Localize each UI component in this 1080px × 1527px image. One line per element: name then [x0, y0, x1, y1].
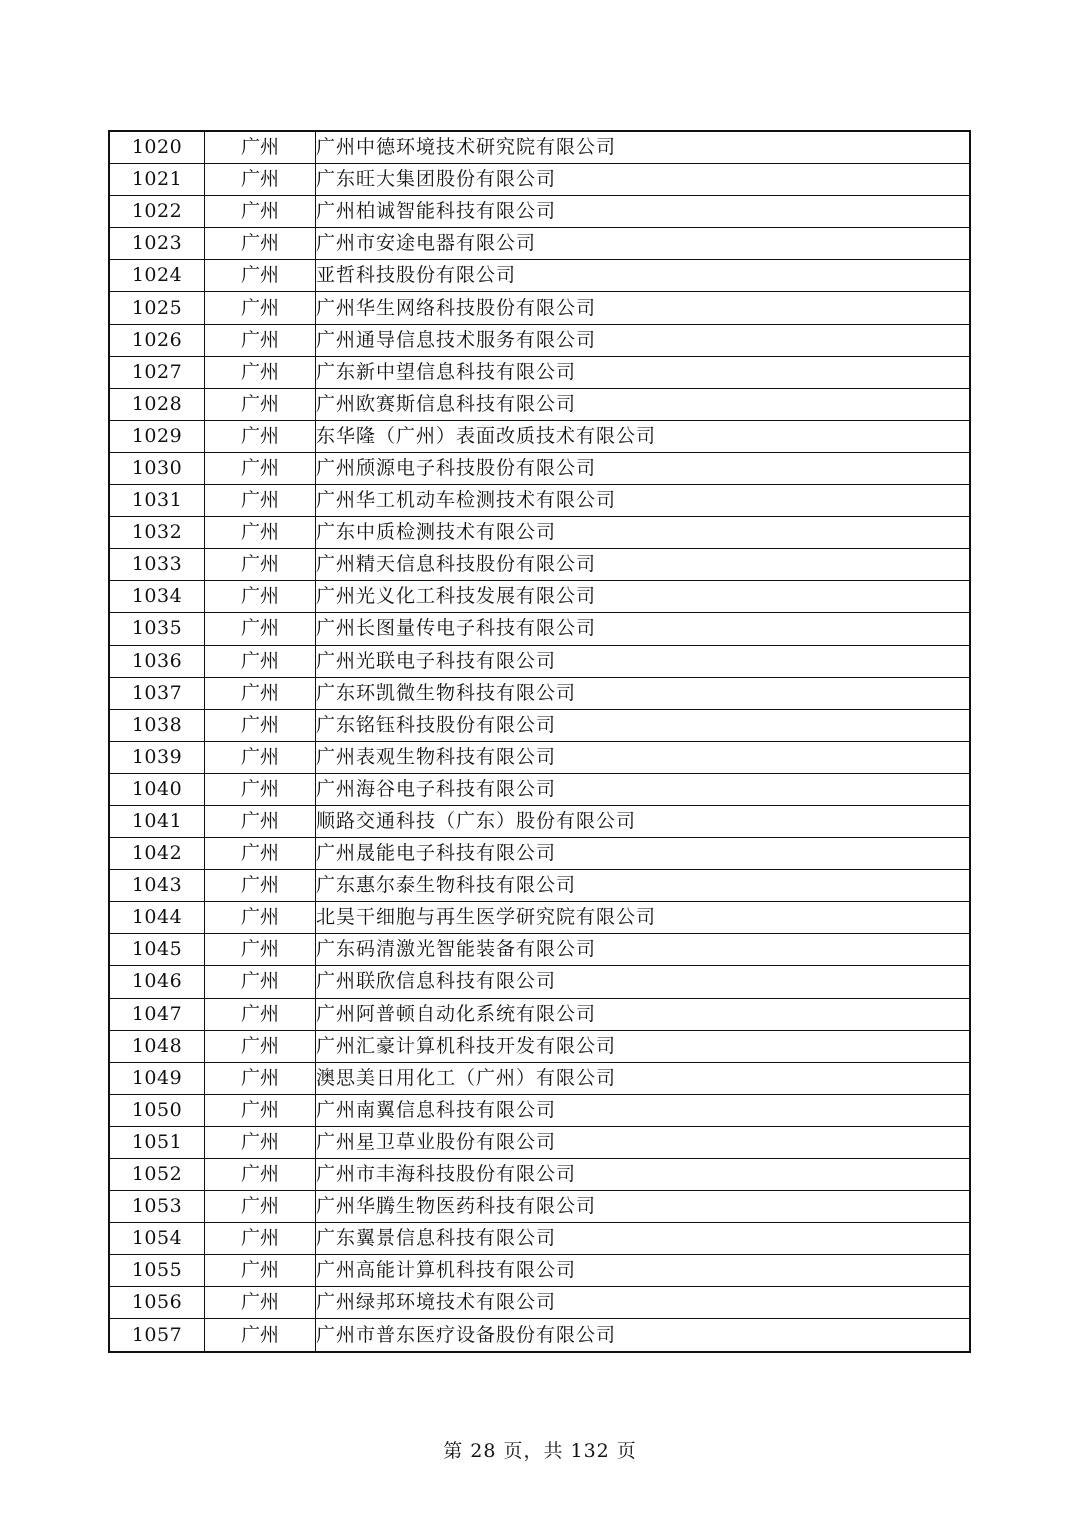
- company-name-cell: 广州表观生物科技有限公司: [316, 741, 971, 773]
- company-name-cell: 北昊干细胞与再生医学研究院有限公司: [316, 902, 971, 934]
- table-row: [109, 1062, 970, 1094]
- company-name-cell: 广州柏诚智能科技有限公司: [316, 196, 971, 228]
- company-name-cell: 广州华生网络科技股份有限公司: [316, 292, 971, 324]
- company-name-cell: 广州绿邦环境技术有限公司: [316, 1287, 971, 1319]
- company-name-cell: 广东惠尔泰生物科技有限公司: [316, 870, 971, 902]
- city-cell: 广州: [205, 1223, 316, 1255]
- table-row: [109, 1191, 970, 1223]
- table-row: [109, 645, 970, 677]
- table-row: [109, 549, 970, 581]
- table-row: [109, 517, 970, 549]
- table-row: [109, 196, 970, 228]
- city-cell: 广州: [205, 131, 316, 164]
- company-name-cell: 广东码清激光智能装备有限公司: [316, 934, 971, 966]
- company-name-cell: 顺路交通科技（广东）股份有限公司: [316, 805, 971, 837]
- row-number-cell: 1042: [109, 838, 205, 870]
- row-number-cell: 1020: [109, 131, 205, 164]
- row-number-cell: 1051: [109, 1126, 205, 1158]
- company-name-cell: 亚哲科技股份有限公司: [316, 260, 971, 292]
- city-cell: 广州: [205, 292, 316, 324]
- row-number-cell: 1039: [109, 741, 205, 773]
- table-row: [109, 934, 970, 966]
- city-cell: 广州: [205, 228, 316, 260]
- city-cell: 广州: [205, 260, 316, 292]
- row-number-cell: 1027: [109, 356, 205, 388]
- row-number-cell: 1032: [109, 517, 205, 549]
- city-cell: 广州: [205, 773, 316, 805]
- table-row: [109, 388, 970, 420]
- row-number-cell: 1024: [109, 260, 205, 292]
- row-number-cell: 1038: [109, 709, 205, 741]
- city-cell: 广州: [205, 324, 316, 356]
- row-number-cell: 1034: [109, 581, 205, 613]
- city-cell: 广州: [205, 902, 316, 934]
- row-number-cell: 1057: [109, 1319, 205, 1352]
- table-row: [109, 292, 970, 324]
- city-cell: 广州: [205, 1159, 316, 1191]
- table-row: [109, 902, 970, 934]
- city-cell: 广州: [205, 709, 316, 741]
- city-cell: 广州: [205, 164, 316, 196]
- row-number-cell: 1045: [109, 934, 205, 966]
- city-cell: 广州: [205, 356, 316, 388]
- row-number-cell: 1028: [109, 388, 205, 420]
- company-name-cell: 广州南翼信息科技有限公司: [316, 1094, 971, 1126]
- row-number-cell: 1055: [109, 1255, 205, 1287]
- table-row: [109, 452, 970, 484]
- table-row: [109, 998, 970, 1030]
- row-number-cell: 1036: [109, 645, 205, 677]
- company-name-cell: 广州颀源电子科技股份有限公司: [316, 452, 971, 484]
- row-number-cell: 1044: [109, 902, 205, 934]
- company-name-cell: 广州精天信息科技股份有限公司: [316, 549, 971, 581]
- city-cell: 广州: [205, 1094, 316, 1126]
- city-cell: 广州: [205, 645, 316, 677]
- city-cell: 广州: [205, 420, 316, 452]
- company-name-cell: 广州联欣信息科技有限公司: [316, 966, 971, 998]
- company-name-cell: 广州晟能电子科技有限公司: [316, 838, 971, 870]
- table-row: [109, 420, 970, 452]
- company-name-cell: 广州市普东医疗设备股份有限公司: [316, 1319, 971, 1352]
- city-cell: 广州: [205, 1126, 316, 1158]
- row-number-cell: 1023: [109, 228, 205, 260]
- table-row: [109, 260, 970, 292]
- table-row: [109, 966, 970, 998]
- city-cell: 广州: [205, 388, 316, 420]
- page-footer-pagination: 第 28 页，共 132 页: [443, 1440, 637, 1462]
- company-name-cell: 广州海谷电子科技有限公司: [316, 773, 971, 805]
- company-name-cell: 广州光联电子科技有限公司: [316, 645, 971, 677]
- city-cell: 广州: [205, 196, 316, 228]
- row-number-cell: 1029: [109, 420, 205, 452]
- company-name-cell: 广州华工机动车检测技术有限公司: [316, 485, 971, 517]
- row-number-cell: 1048: [109, 1030, 205, 1062]
- table-row: [109, 773, 970, 805]
- company-name-cell: 澳思美日用化工（广州）有限公司: [316, 1062, 971, 1094]
- table-row: [109, 228, 970, 260]
- city-cell: 广州: [205, 805, 316, 837]
- row-number-cell: 1026: [109, 324, 205, 356]
- city-cell: 广州: [205, 870, 316, 902]
- company-name-cell: 广州华腾生物医药科技有限公司: [316, 1191, 971, 1223]
- company-name-cell: 广州中德环境技术研究院有限公司: [316, 131, 971, 164]
- company-name-cell: 广东环凯微生物科技有限公司: [316, 677, 971, 709]
- company-name-cell: 广州汇豪计算机科技开发有限公司: [316, 1030, 971, 1062]
- city-cell: 广州: [205, 934, 316, 966]
- company-name-cell: 广州市丰海科技股份有限公司: [316, 1159, 971, 1191]
- row-number-cell: 1041: [109, 805, 205, 837]
- city-cell: 广州: [205, 1319, 316, 1352]
- row-number-cell: 1040: [109, 773, 205, 805]
- city-cell: 广州: [205, 452, 316, 484]
- table-row: [109, 1094, 970, 1126]
- row-number-cell: 1047: [109, 998, 205, 1030]
- row-number-cell: 1046: [109, 966, 205, 998]
- city-cell: 广州: [205, 838, 316, 870]
- table-row: [109, 741, 970, 773]
- row-number-cell: 1022: [109, 196, 205, 228]
- table-row: [109, 356, 970, 388]
- row-number-cell: 1021: [109, 164, 205, 196]
- city-cell: 广州: [205, 677, 316, 709]
- table-row: [109, 1223, 970, 1255]
- row-number-cell: 1037: [109, 677, 205, 709]
- row-number-cell: 1053: [109, 1191, 205, 1223]
- row-number-cell: 1030: [109, 452, 205, 484]
- row-number-cell: 1052: [109, 1159, 205, 1191]
- table-row: [109, 1255, 970, 1287]
- table-row: [109, 1159, 970, 1191]
- table-row: [109, 677, 970, 709]
- row-number-cell: 1050: [109, 1094, 205, 1126]
- company-table: [108, 130, 971, 1353]
- table-row: [109, 1126, 970, 1158]
- company-name-cell: 广州星卫草业股份有限公司: [316, 1126, 971, 1158]
- table-row: [109, 1030, 970, 1062]
- row-number-cell: 1056: [109, 1287, 205, 1319]
- city-cell: 广州: [205, 1062, 316, 1094]
- table-row: [109, 870, 970, 902]
- row-number-cell: 1031: [109, 485, 205, 517]
- city-cell: 广州: [205, 613, 316, 645]
- row-number-cell: 1033: [109, 549, 205, 581]
- city-cell: 广州: [205, 741, 316, 773]
- company-name-cell: 广东旺大集团股份有限公司: [316, 164, 971, 196]
- company-name-cell: 广州光义化工科技发展有限公司: [316, 581, 971, 613]
- table-row: [109, 485, 970, 517]
- table-row: [109, 709, 970, 741]
- company-name-cell: 广州市安途电器有限公司: [316, 228, 971, 260]
- company-name-cell: 东华隆（广州）表面改质技术有限公司: [316, 420, 971, 452]
- city-cell: 广州: [205, 517, 316, 549]
- row-number-cell: 1043: [109, 870, 205, 902]
- company-name-cell: 广东铭钰科技股份有限公司: [316, 709, 971, 741]
- table-row: [109, 805, 970, 837]
- company-name-cell: 广州高能计算机科技有限公司: [316, 1255, 971, 1287]
- table-row: [109, 131, 970, 164]
- table-row: [109, 1287, 970, 1319]
- city-cell: 广州: [205, 998, 316, 1030]
- company-name-cell: 广州长图量传电子科技有限公司: [316, 613, 971, 645]
- city-cell: 广州: [205, 1030, 316, 1062]
- city-cell: 广州: [205, 485, 316, 517]
- company-name-cell: 广州通导信息技术服务有限公司: [316, 324, 971, 356]
- table-row: [109, 324, 970, 356]
- city-cell: 广州: [205, 966, 316, 998]
- company-name-cell: 广州欧赛斯信息科技有限公司: [316, 388, 971, 420]
- table-row: [109, 581, 970, 613]
- city-cell: 广州: [205, 549, 316, 581]
- row-number-cell: 1049: [109, 1062, 205, 1094]
- company-name-cell: 广州阿普顿自动化系统有限公司: [316, 998, 971, 1030]
- row-number-cell: 1054: [109, 1223, 205, 1255]
- table-row: [109, 164, 970, 196]
- city-cell: 广州: [205, 1255, 316, 1287]
- company-name-cell: 广东新中望信息科技有限公司: [316, 356, 971, 388]
- row-number-cell: 1025: [109, 292, 205, 324]
- row-number-cell: 1035: [109, 613, 205, 645]
- table-row: [109, 1319, 970, 1352]
- company-name-cell: 广东中质检测技术有限公司: [316, 517, 971, 549]
- company-table-body: [109, 131, 970, 1352]
- city-cell: 广州: [205, 1287, 316, 1319]
- city-cell: 广州: [205, 581, 316, 613]
- company-name-cell: 广东翼景信息科技有限公司: [316, 1223, 971, 1255]
- table-row: [109, 613, 970, 645]
- city-cell: 广州: [205, 1191, 316, 1223]
- table-row: [109, 838, 970, 870]
